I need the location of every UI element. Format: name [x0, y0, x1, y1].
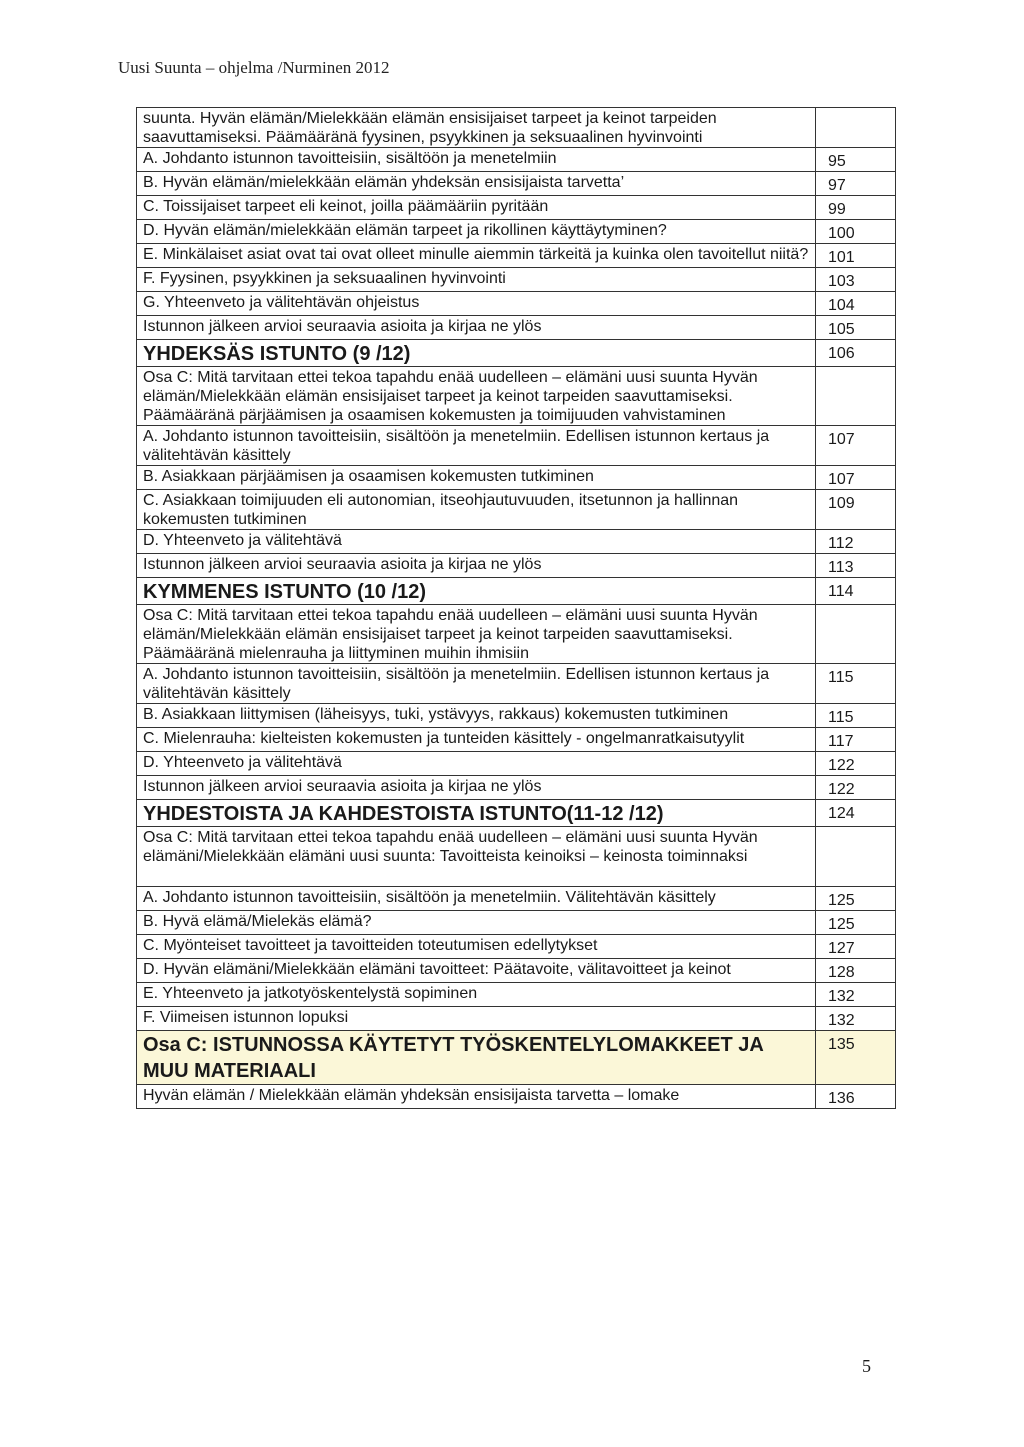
toc-row — [137, 578, 896, 605]
toc-row — [137, 148, 896, 172]
toc-page-number: 124 — [816, 800, 896, 827]
toc-page-number: 125 — [816, 887, 896, 911]
toc-entry-text: B. Hyvän elämän/mielekkään elämän yhdeksän ensisijaista tarvetta’ — [137, 172, 816, 196]
toc-row — [137, 1031, 896, 1085]
toc-row — [137, 704, 896, 728]
section-heading: KYMMENES ISTUNTO (10 /12) — [137, 578, 816, 605]
toc-row — [137, 935, 896, 959]
toc-page-number: 122 — [816, 752, 896, 776]
toc-page-number: 115 — [816, 704, 896, 728]
toc-entry-text: D. Yhteenveto ja välitehtävä — [137, 752, 816, 776]
toc-entry-text: D. Yhteenveto ja välitehtävä — [137, 530, 816, 554]
toc-row — [137, 1007, 896, 1031]
toc-entry-text: Istunnon jälkeen arvioi seuraavia asioita ja kirjaa ne ylös — [137, 316, 816, 340]
toc-page-number: 109 — [816, 490, 896, 530]
toc-entry-text: B. Hyvä elämä/Mielekäs elämä? — [137, 911, 816, 935]
toc-page-number: 127 — [816, 935, 896, 959]
section-heading: YHDEKSÄS ISTUNTO (9 /12) — [137, 340, 816, 367]
toc-row — [137, 426, 896, 466]
toc-entry-text: D. Hyvän elämäni/Mielekkään elämäni tavoitteet: Päätavoite, välitavoitteet ja keinot — [137, 959, 816, 983]
toc-page-number: 128 — [816, 959, 896, 983]
toc-page-number — [816, 108, 896, 148]
toc-entry-text: F. Fyysinen, psyykkinen ja seksuaalinen hyvinvointi — [137, 268, 816, 292]
toc-page-number: 105 — [816, 316, 896, 340]
toc-entry-text: suunta. Hyvän elämän/Mielekkään elämän ensisijaiset tarpeet ja keinot tarpeiden saavuttamiseksi. Päämääränä fyysinen, psyykkinen ja seksuaalinen hyvinvointi — [137, 108, 816, 148]
toc-page-number: 97 — [816, 172, 896, 196]
toc-page-number: 132 — [816, 983, 896, 1007]
toc-page-number: 115 — [816, 664, 896, 704]
toc-page-number — [816, 605, 896, 664]
toc-row — [137, 752, 896, 776]
toc-page-number: 117 — [816, 728, 896, 752]
toc-row — [137, 367, 896, 426]
running-header: Uusi Suunta – ohjelma /Nurminen 2012 — [118, 58, 390, 77]
toc-page-number — [816, 367, 896, 426]
toc-entry-text: C. Asiakkaan toimijuuden eli autonomian, itseohjautuvuuden, itsetunnon ja hallinnan kokemusten tutkiminen — [137, 490, 816, 530]
toc-row — [137, 1085, 896, 1109]
toc-entry-text: A. Johdanto istunnon tavoitteisiin, sisältöön ja menetelmiin. Välitehtävän käsittely — [137, 887, 816, 911]
toc-entry-text: A. Johdanto istunnon tavoitteisiin, sisältöön ja menetelmiin. Edellisen istunnon kertaus ja välitehtävän käsittely — [137, 664, 816, 704]
toc-row — [137, 466, 896, 490]
toc-row — [137, 776, 896, 800]
toc-page-number: 114 — [816, 578, 896, 605]
table-of-contents — [136, 107, 896, 1109]
toc-page-number: 104 — [816, 292, 896, 316]
toc-row — [137, 490, 896, 530]
toc-entry-text: E. Yhteenveto ja jatkotyöskentelystä sopiminen — [137, 983, 816, 1007]
toc-entry-text: C. Myönteiset tavoitteet ja tavoitteiden toteutumisen edellytykset — [137, 935, 816, 959]
toc-page-number: 136 — [816, 1085, 896, 1109]
toc-entry-text: Osa C: Mitä tarvitaan ettei tekoa tapahdu enää uudelleen – elämäni uusi suunta Hyvän elämän/Mielekkään elämän ensisijaiset tarpeet ja keinot tarpeiden saavuttamiseksi. Päämääränä pärjäämisen ja osaamisen kokemusten ja toimijuuden vahvistaminen — [137, 367, 816, 426]
toc-entry-text: B. Asiakkaan liittymisen (läheisyys, tuki, ystävyys, rakkaus) kokemusten tutkiminen — [137, 704, 816, 728]
toc-page-number: 107 — [816, 466, 896, 490]
toc-page-number: 100 — [816, 220, 896, 244]
toc-entry-text: Osa C: Mitä tarvitaan ettei tekoa tapahdu enää uudelleen – elämäni uusi suunta Hyvän elämäni/Mielekkään elämäni uusi suunta: Tavoitteista keinoiksi – keinosta toiminnaksi — [137, 827, 816, 887]
toc-entry-text: Istunnon jälkeen arvioi seuraavia asioita ja kirjaa ne ylös — [137, 554, 816, 578]
toc-entry-text: A. Johdanto istunnon tavoitteisiin, sisältöön ja menetelmiin — [137, 148, 816, 172]
toc-row — [137, 664, 896, 704]
toc-row — [137, 530, 896, 554]
toc-row — [137, 554, 896, 578]
toc-row — [137, 172, 896, 196]
toc-page-number: 99 — [816, 196, 896, 220]
section-heading: Osa C: ISTUNNOSSA KÄYTETYT TYÖSKENTELYLOMAKKEET JA MUU MATERIAALI — [137, 1031, 816, 1085]
toc-row — [137, 887, 896, 911]
toc-page-number: 112 — [816, 530, 896, 554]
toc-page-number: 103 — [816, 268, 896, 292]
toc-entry-text: D. Hyvän elämän/mielekkään elämän tarpeet ja rikollinen käyttäytyminen? — [137, 220, 816, 244]
toc-row — [137, 959, 896, 983]
toc-page-number: 95 — [816, 148, 896, 172]
page-number: 5 — [862, 1356, 871, 1376]
toc-row — [137, 220, 896, 244]
toc-row — [137, 292, 896, 316]
toc-page-number: 101 — [816, 244, 896, 268]
toc-page-number: 122 — [816, 776, 896, 800]
toc-row — [137, 268, 896, 292]
toc-body — [137, 108, 896, 1109]
toc-entry-text: Hyvän elämän / Mielekkään elämän yhdeksän ensisijaista tarvetta – lomake — [137, 1085, 816, 1109]
toc-page-number: 132 — [816, 1007, 896, 1031]
toc-row — [137, 108, 896, 148]
toc-entry-text: Osa C: Mitä tarvitaan ettei tekoa tapahdu enää uudelleen – elämäni uusi suunta Hyvän elämän/Mielekkään elämän ensisijaiset tarpeet ja keinot tarpeiden saavuttamiseksi. Päämääränä mielenrauha ja liittyminen muihin ihmisiin — [137, 605, 816, 664]
toc-entry-text: C. Toissijaiset tarpeet eli keinot, joilla päämääriin pyritään — [137, 196, 816, 220]
toc-row — [137, 340, 896, 367]
toc-entry-text: C. Mielenrauha: kielteisten kokemusten ja tunteiden käsittely - ongelmanratkaisutyylit — [137, 728, 816, 752]
toc-page-number: 135 — [816, 1031, 896, 1085]
toc-entry-text: B. Asiakkaan pärjäämisen ja osaamisen kokemusten tutkiminen — [137, 466, 816, 490]
toc-page-number: 113 — [816, 554, 896, 578]
toc-page-number: 107 — [816, 426, 896, 466]
toc-row — [137, 800, 896, 827]
toc-entry-text: G. Yhteenveto ja välitehtävän ohjeistus — [137, 292, 816, 316]
toc-row — [137, 316, 896, 340]
toc-row — [137, 728, 896, 752]
toc-page-number: 106 — [816, 340, 896, 367]
toc-row — [137, 827, 896, 887]
toc-row — [137, 196, 896, 220]
toc-row — [137, 911, 896, 935]
toc-entry-text: Istunnon jälkeen arvioi seuraavia asioita ja kirjaa ne ylös — [137, 776, 816, 800]
toc-page-number: 125 — [816, 911, 896, 935]
toc-entry-text: F. Viimeisen istunnon lopuksi — [137, 1007, 816, 1031]
toc-page-number — [816, 827, 896, 887]
toc-row — [137, 244, 896, 268]
toc-row — [137, 605, 896, 664]
section-heading: YHDESTOISTA JA KAHDESTOISTA ISTUNTO(11-12 /12) — [137, 800, 816, 827]
toc-row — [137, 983, 896, 1007]
toc-entry-text: E. Minkälaiset asiat ovat tai ovat olleet minulle aiemmin tärkeitä ja kuinka olen tavoitellut niitä? — [137, 244, 816, 268]
toc-entry-text: A. Johdanto istunnon tavoitteisiin, sisältöön ja menetelmiin. Edellisen istunnon kertaus ja välitehtävän käsittely — [137, 426, 816, 466]
